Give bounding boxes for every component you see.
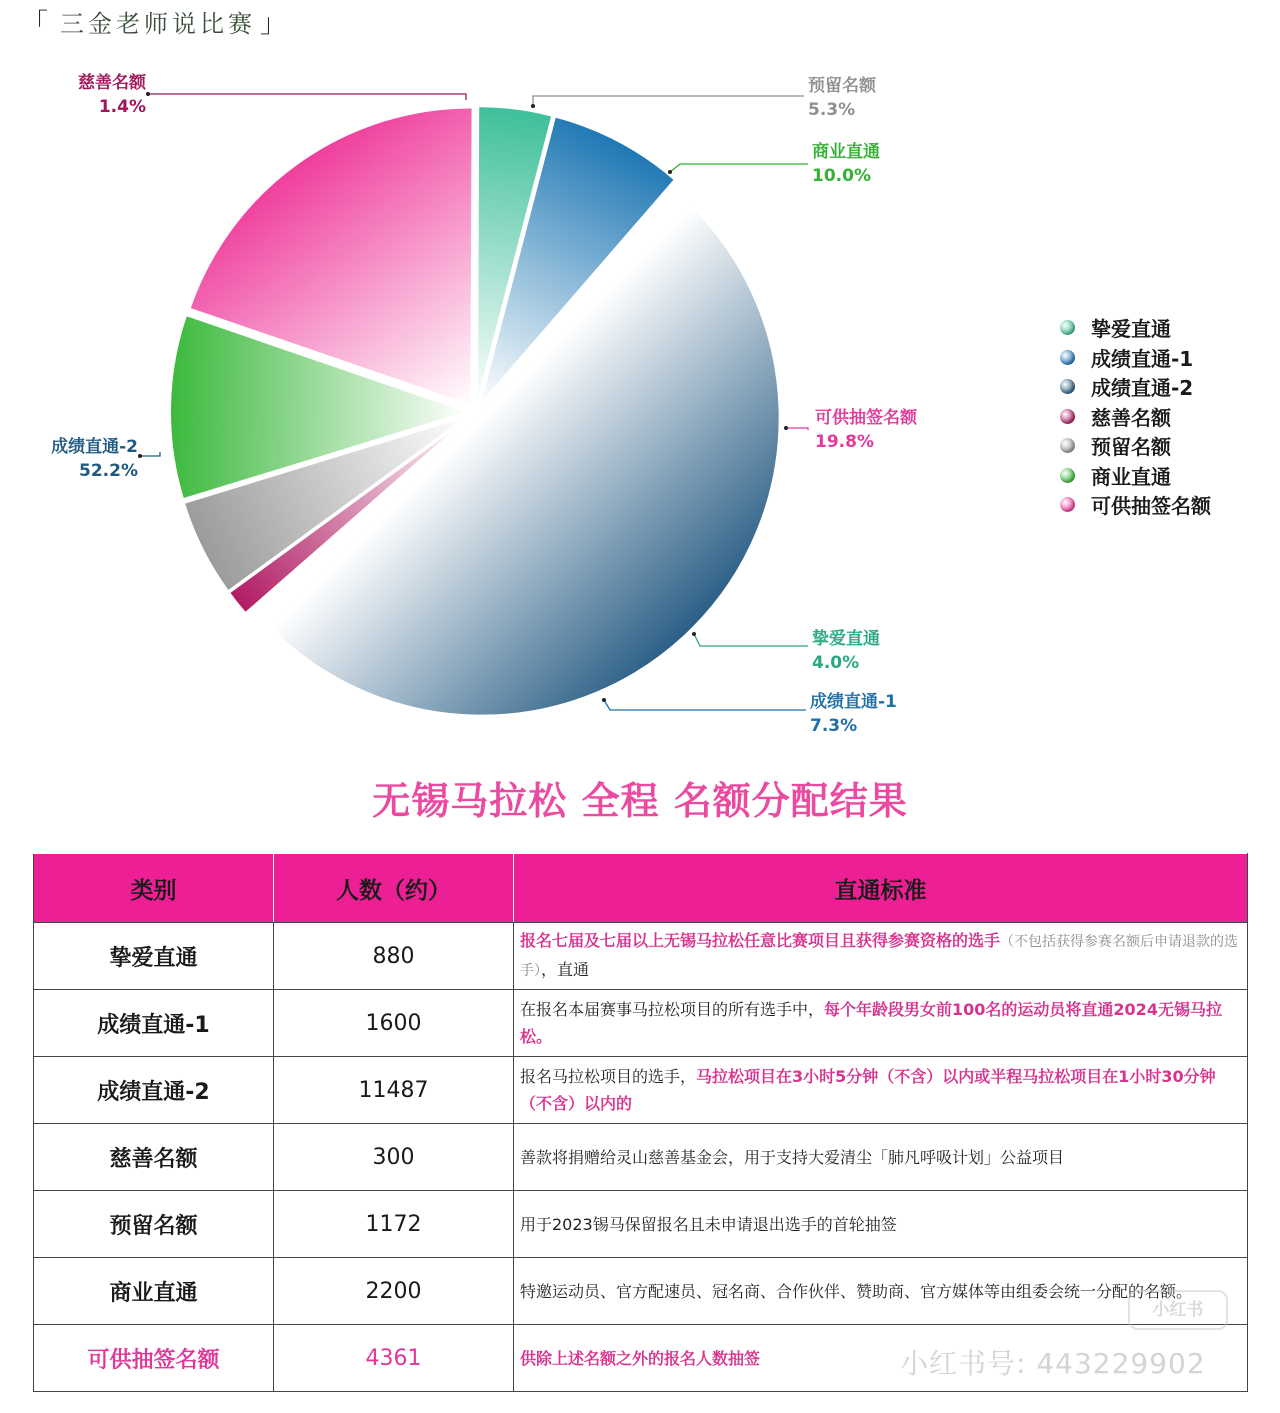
legend-label: 商业直通 [1091, 464, 1171, 489]
legend-item [1060, 490, 1211, 520]
legend-item [1060, 431, 1211, 461]
table-row [34, 990, 1248, 1057]
standard-text-segment: 在报名本届赛事马拉松项目的所有选手中， [520, 1000, 825, 1019]
leader-dot [602, 698, 606, 702]
slice-label-percent: 7.3% [810, 716, 858, 736]
legend-label: 成绩直通-2 [1091, 376, 1194, 401]
leader-line [148, 94, 466, 100]
brand-title [22, 6, 290, 42]
cell-category: 挚爱直通 [34, 923, 274, 990]
legend-item [1060, 372, 1211, 402]
legend-swatch [1060, 497, 1075, 512]
slice-label [812, 627, 880, 675]
cell-category: 成绩直通-1 [34, 990, 274, 1057]
table-row [34, 923, 1248, 990]
leader-dot [531, 104, 535, 108]
cell-count: 1172 [274, 1191, 514, 1258]
table-row [34, 1191, 1248, 1258]
leader-line [604, 700, 806, 710]
leader-line [140, 452, 160, 456]
legend-label: 可供抽签名额 [1091, 494, 1211, 519]
standard-text-segment: 马拉松项目在3小时5分钟（不含）以内或半程马拉松项目在1小时30分钟（不含）以内的 [520, 1067, 1216, 1113]
brand-close-bracket: 」 [260, 9, 291, 39]
leader-dot [692, 632, 696, 636]
slice-label-percent: 4.0% [812, 653, 860, 673]
cell-standard [514, 1191, 1248, 1258]
brand-text: 三金老师说比赛 [60, 10, 257, 38]
slice-label-percent: 5.3% [808, 100, 856, 120]
slice-label [808, 74, 876, 122]
slice-label-percent: 19.8% [815, 432, 874, 452]
slice-label [64, 71, 146, 119]
cell-count: 300 [274, 1124, 514, 1191]
standard-text-segment: 报名七届及七届以上无锡马拉松任意比赛项目且获得参赛资格的选手 [520, 931, 1001, 950]
leader-dot [668, 170, 672, 174]
slice-label-name: 慈善名额 [78, 73, 146, 93]
leader-dot [146, 92, 150, 96]
quota-table [33, 853, 1248, 1392]
cell-category: 预留名额 [34, 1191, 274, 1258]
cell-standard [514, 923, 1248, 990]
legend-item [1060, 343, 1211, 373]
cell-category: 成绩直通-2 [34, 1057, 274, 1124]
cell-standard [514, 1124, 1248, 1191]
legend [1060, 313, 1211, 520]
slice-label-name: 挚爱直通 [812, 629, 880, 649]
slice-label-percent: 10.0% [812, 166, 871, 186]
table-header-row [34, 854, 1248, 923]
header-standard: 直通标准 [514, 854, 1248, 923]
standard-text-segment: 报名马拉松项目的选手， [520, 1067, 697, 1086]
leader-line [786, 428, 808, 430]
cell-count: 1600 [274, 990, 514, 1057]
slice-label-percent: 1.4% [98, 97, 146, 117]
table-row [34, 1057, 1248, 1124]
cell-standard [514, 1057, 1248, 1124]
standard-text-segment: 用于2023锡马保留报名且未申请退出选手的首轮抽签 [520, 1214, 897, 1234]
slice-label-name: 成绩直通-1 [810, 692, 897, 712]
legend-swatch [1060, 320, 1075, 335]
legend-swatch [1060, 409, 1075, 424]
legend-label: 预留名额 [1091, 435, 1171, 460]
standard-text-segment: ，直通 [541, 960, 590, 979]
legend-swatch [1060, 379, 1075, 394]
slice-label-percent: 52.2% [79, 461, 138, 481]
slice-label [810, 690, 897, 738]
legend-label: 成绩直通-1 [1091, 346, 1194, 371]
cell-standard [514, 990, 1248, 1057]
standard-text-segment: 特邀运动员、官方配速员、冠名商、合作伙伴、赞助商、官方媒体等由组委会统一分配的名额。 [520, 1281, 1193, 1301]
slice-label [40, 435, 138, 483]
legend-item [1060, 402, 1211, 432]
legend-item [1060, 313, 1211, 343]
cell-count: 2200 [274, 1258, 514, 1325]
standard-text-segment: 善款将捐赠给灵山慈善基金会，用于支持大爱清尘「肺凡呼吸计划」公益项目 [520, 1147, 1065, 1167]
standard-text-segment: 每个年龄段男女前100名的运动员将直通2024无锡马拉松。 [520, 1000, 1222, 1046]
cell-category: 可供抽签名额 [34, 1325, 274, 1392]
table-row [34, 1124, 1248, 1191]
leader-line [694, 634, 808, 646]
slice-label [815, 406, 917, 454]
legend-label: 慈善名额 [1091, 405, 1171, 430]
cell-count: 4361 [274, 1325, 514, 1392]
standard-text-segment: （不包括获得参赛名额后申请退款的选手） [520, 934, 1239, 979]
cell-count: 880 [274, 923, 514, 990]
table-row [34, 1258, 1248, 1325]
slice-label-name: 成绩直通-2 [51, 437, 138, 457]
legend-swatch [1060, 468, 1075, 483]
leader-line [533, 96, 804, 106]
slice-label-name: 可供抽签名额 [815, 408, 917, 428]
watermark-text: 小红书号: 443229902 [900, 1347, 1206, 1380]
slice-label-name: 预留名额 [808, 76, 876, 96]
leader-dot [138, 454, 142, 458]
slice-label-name: 商业直通 [812, 142, 880, 162]
standard-text-segment: 供除上述名额之外的报名人数抽签 [520, 1348, 761, 1368]
slice-label [812, 140, 880, 188]
watermark-logo: 小红书 [1128, 1290, 1228, 1330]
cell-count: 11487 [274, 1057, 514, 1124]
leader-line [670, 164, 808, 172]
header-category: 类别 [34, 854, 274, 923]
legend-item [1060, 461, 1211, 491]
legend-swatch [1060, 438, 1075, 453]
leader-dot [784, 426, 788, 430]
header-count: 人数（约） [274, 854, 514, 923]
legend-swatch [1060, 350, 1075, 365]
legend-label: 挚爱直通 [1091, 317, 1171, 342]
cell-category: 商业直通 [34, 1258, 274, 1325]
chart-title: 无锡马拉松 全程 名额分配结果 [372, 779, 908, 823]
cell-category: 慈善名额 [34, 1124, 274, 1191]
brand-open-bracket: 「 [22, 9, 53, 39]
